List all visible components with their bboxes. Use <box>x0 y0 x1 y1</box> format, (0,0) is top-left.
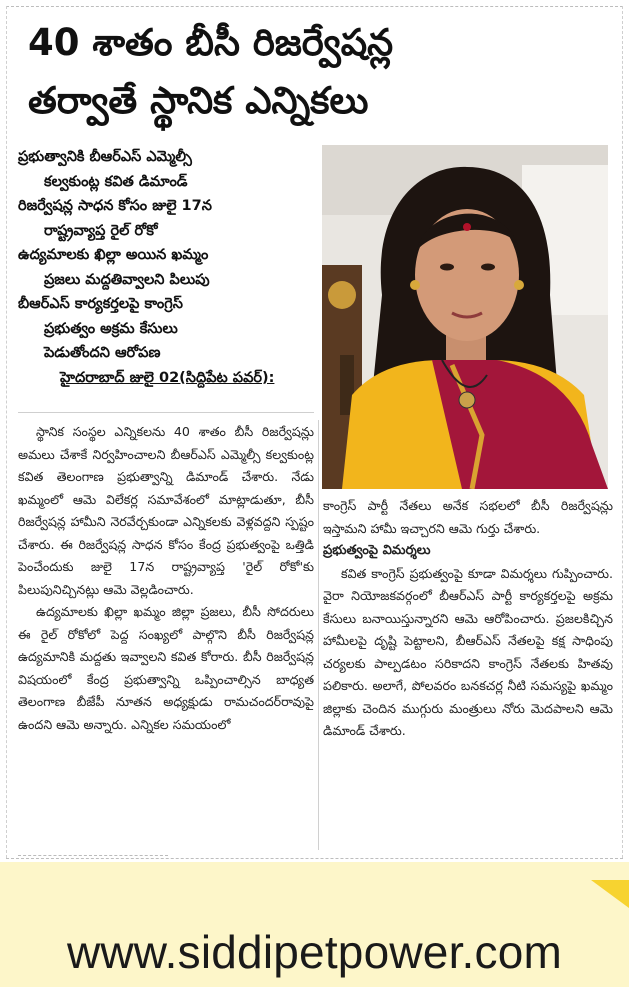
right-column <box>323 495 613 743</box>
highlight-line: బీఆర్ఎస్ కార్యకర్తలపై కాంగ్రెస్ <box>18 296 183 312</box>
subheading: ప్రభుత్వంపై విమర్శలు <box>323 543 431 558</box>
headline-line-1: 40 శాతం బీసీ రిజర్వేషన్ల <box>28 21 394 64</box>
highlight-line: ప్రభుత్వానికి బీఆర్ఎస్ ఎమ్మెల్సీ <box>18 149 192 165</box>
highlights <box>18 145 318 390</box>
highlight-line: రాష్ట్రవ్యాప్త రైల్ రోకో <box>44 222 158 239</box>
footer-url[interactable]: www.siddipetpower.com <box>66 926 563 978</box>
paragraph: స్థానిక సంస్థల ఎన్నికలను 40 శాతం బీసీ రిజర్వేషన్లు అమలు చేశాకే నిర్వహించాలని బీఆర్ఎస్ ఎమ్మెల్సీ కల్వకుంట్ల కవిత తెలంగాణ ప్రభుత్వాన్ని డిమాండ్ చేశారు. నేడు ఖమ్మంలో ఆమె విలేకర్ల సమావేశంలో మాట్లాడుతూ, బీసీ రిజర్వేషన్ల హామీని నెరవేర్చకుండా ఎన్నికలకు వెళ్లవద్దని స్పష్టం చేశారు. ఈ రిజర్వేషన్ల సాధన కోసం కేంద్ర ప్రభుత్వంపై ఒత్తిడి పెంచేందుకు జులై 17న రాష్ట్రవ్యాప్త 'రైల్ రోకో'కు పిలుపునిచ్చినట్లు ఆమె వెల్లడించారు. <box>18 424 314 597</box>
paragraph: కవిత కాంగ్రెస్ ప్రభుత్వంపై కూడా విమర్శలు గుప్పించారు. వైరా నియోజకవర్గంలో బీఆర్ఎస్ పార్టీ కార్యకర్తలపై అక్రమ కేసులు బనాయిస్తున్నారని ఆమె ఆరోపించారు. ప్రజలకిచ్చిన హామీలపై దృష్టి పెట్టాలని, బీఆర్ఎస్ నేతలపై కక్ష సాధింపు చర్యలకు పాల్పడటం సరికాదని కాంగ్రెస్ నేతలకు హితవు పలికారు. అలాగే, పోలవరం బనకచర్ల నీటి సమస్యపై ఖమ్మం జిల్లాకు చెందిన ముగ్గురు మంత్రులు నోరు మెదపాలని ఆమె డిమాండ్ చేశారు. <box>323 565 613 738</box>
footer-corner-accent <box>591 880 629 908</box>
clip-border-right <box>622 6 623 858</box>
dateline: హైదరాబాద్ జులై 02(సిద్దిపేట పవర్): <box>60 369 275 386</box>
clip-border-bottom <box>6 858 623 859</box>
column-divider <box>318 420 319 850</box>
divider <box>18 412 314 413</box>
left-column <box>18 421 314 736</box>
highlight-line: పెడుతోందని ఆరోపణ <box>44 345 161 361</box>
column-end-divider <box>18 855 168 856</box>
highlight-line: రిజర్వేషన్ల సాధన కోసం జులై 17న <box>18 198 212 214</box>
clip-border-top <box>6 6 623 7</box>
highlight-line: కల్వకుంట్ల కవిత డిమాండ్ <box>44 173 188 190</box>
highlight-line: ప్రజలు మద్దతివ్వాలని పిలుపు <box>44 271 210 288</box>
highlight-line: ప్రభుత్వం అక్రమ కేసులు <box>44 320 178 337</box>
paragraph: కాంగ్రెస్ పార్టీ నేతలు అనేక సభలలో బీసీ రిజర్వేషన్లు ఇస్తామని హామీ ఇచ్చారని ఆమె గుర్తు చేశారు. <box>323 498 613 536</box>
portrait-illustration <box>322 145 608 489</box>
paragraph: ఉద్యమాలకు ఖిల్లా ఖమ్మం జిల్లా ప్రజలు, బీసీ సోదరులు ఈ రైల్ రోకోలో పెద్ద సంఖ్యలో పాల్గొని బీసీ రిజర్వేషన్ల ఉద్యమానికి మద్దతు ఇవ్వాలని కవిత కోరారు. బీసీ రిజర్వేషన్ల విషయంలో కేంద్ర ప్రభుత్వాన్ని ఒప్పించాల్సిన బాధ్యత తెలంగాణ బీజేపీ నూతన అధ్యక్షుడు రామచందర్‌రావుపై ఉందని ఆమె అన్నారు. ఎన్నికల సమయంలో <box>18 604 314 732</box>
clip-border-left <box>6 6 7 858</box>
highlight-line: ఉద్యమాలకు ఖిల్లా అయిన ఖమ్మం <box>18 247 209 263</box>
headline <box>28 14 608 130</box>
portrait-photo <box>322 145 608 489</box>
headline-line-2: తర్వాతే స్థానిక ఎన్నికలు <box>28 79 369 122</box>
